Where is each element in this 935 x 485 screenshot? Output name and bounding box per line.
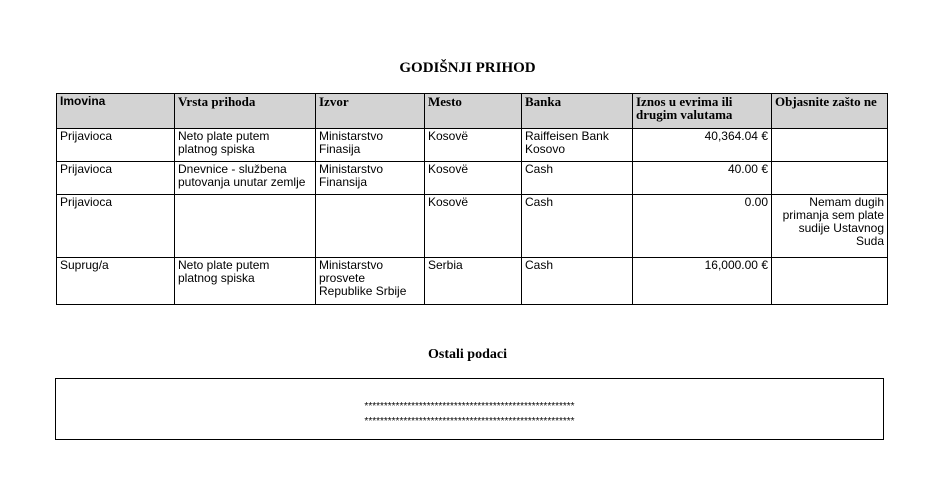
cell-izvor xyxy=(316,195,425,258)
cell-imovina: Prijavioca xyxy=(57,162,175,195)
cell-imovina: Prijavioca xyxy=(57,129,175,162)
column-header-izvor: Izvor xyxy=(316,94,425,129)
column-header-iznos: Iznos u evrima ili drugim valutama xyxy=(633,94,772,129)
cell-banka: Cash xyxy=(522,258,633,305)
cell-imovina: Suprug/a xyxy=(57,258,175,305)
cell-mesto: Serbia xyxy=(425,258,522,305)
cell-banka: Cash xyxy=(522,195,633,258)
other-data-box xyxy=(55,378,884,440)
cell-iznos: 40,364.04 € xyxy=(633,129,772,162)
cell-vrsta-prihoda: Dnevnice - službena putovanja unutar zemlje xyxy=(175,162,316,195)
column-header-banka: Banka xyxy=(522,94,633,129)
cell-mesto: Kosovë xyxy=(425,129,522,162)
cell-vrsta-prihoda xyxy=(175,195,316,258)
table-row xyxy=(57,129,888,162)
table-row xyxy=(57,162,888,195)
cell-vrsta-prihoda: Neto plate putem platnog spiska xyxy=(175,129,316,162)
section-title-other-data: Ostali podaci xyxy=(428,347,507,362)
cell-iznos: 0.00 xyxy=(633,195,772,258)
column-header-vrsta-prihoda: Vrsta prihoda xyxy=(175,94,316,129)
cell-objasnite: Nemam dugih primanja sem plate sudije Ustavnog Suda xyxy=(772,195,888,258)
column-header-mesto: Mesto xyxy=(425,94,522,129)
income-table xyxy=(56,93,888,305)
column-header-objasnite: Objasnite zašto ne xyxy=(772,94,888,129)
table-header-row xyxy=(57,94,888,129)
cell-iznos: 16,000.00 € xyxy=(633,258,772,305)
cell-banka: Raiffeisen Bank Kosovo xyxy=(522,129,633,162)
table-row xyxy=(57,258,888,305)
cell-vrsta-prihoda: Neto plate putem platnog spiska xyxy=(175,258,316,305)
table-row xyxy=(57,195,888,258)
page-title: GODIŠNJI PRIHOD xyxy=(399,60,536,76)
cell-objasnite xyxy=(772,129,888,162)
cell-banka: Cash xyxy=(522,162,633,195)
other-data-line: ****************************************************** xyxy=(364,416,575,427)
cell-objasnite xyxy=(772,162,888,195)
cell-objasnite xyxy=(772,258,888,305)
cell-izvor: Ministarstvo prosvete Republike Srbije xyxy=(316,258,425,305)
column-header-imovina: Imovina xyxy=(57,94,175,129)
cell-izvor: Ministarstvo Finansija xyxy=(316,162,425,195)
other-data-line: ****************************************************** xyxy=(364,401,575,412)
cell-mesto: Kosovë xyxy=(425,162,522,195)
cell-iznos: 40.00 € xyxy=(633,162,772,195)
cell-mesto: Kosovë xyxy=(425,195,522,258)
cell-izvor: Ministarstvo Finasija xyxy=(316,129,425,162)
cell-imovina: Prijavioca xyxy=(57,195,175,258)
